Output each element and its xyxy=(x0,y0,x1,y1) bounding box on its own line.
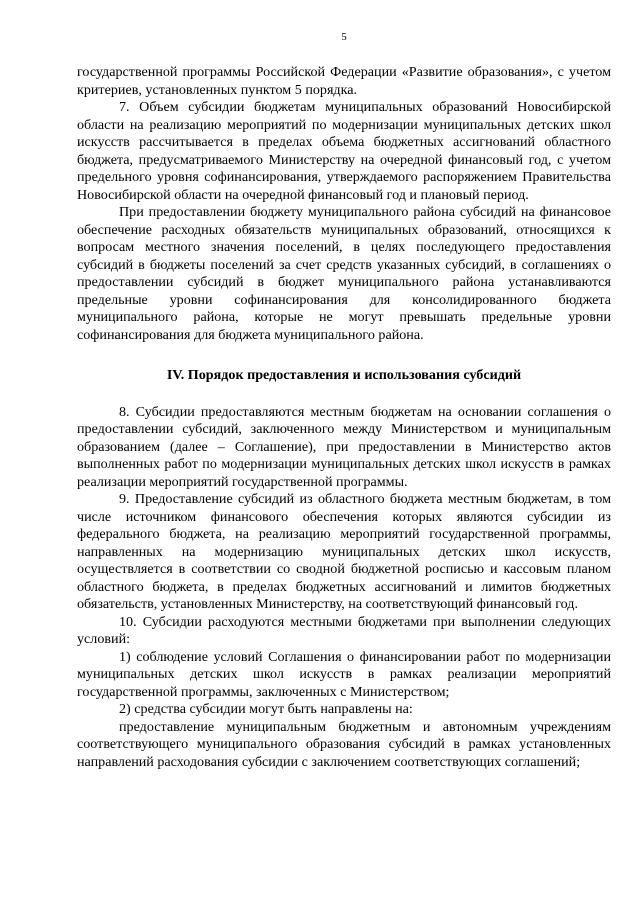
condition-2-funds-direction: 2) средства субсидии могут быть направлены на: xyxy=(119,701,413,717)
paragraph-8-agreement: 8. Субсидии предоставляются местным бюджетам на основании соглашения о предоставлении субсидий, заключенного между Министерством и муниципальным образованием (далее – Соглашение), при предоставлении в Министерство актов выполненных работ по модернизации муниципальных детских школ искусств в рамках реализации мероприятий государственной программы. xyxy=(77,403,611,490)
paragraph-continuation: государственной программы Российской Федерации «Развитие образования», с учетом критериев, установленных пунктом 5 порядка. xyxy=(77,64,611,98)
funds-direction-item: предоставление муниципальным бюджетным и автономным учреждениям соответствующего муниципального образования субсидий в рамках установленных направлений расходования субсидии с заключением соответствующих соглашений; xyxy=(77,718,611,770)
paragraph-9-provision: 9. Предоставление субсидий из областного бюджета местным бюджетам, в том числе источником финансового обеспечения которых являются субсидии из федерального бюджета, на реализацию мероприятий государственной программы, направленных на модернизацию муниципальных детских школ искусств, осуществляется в соответствии со сводной бюджетной росписью и кассовым планом областного бюджета, в пределах бюджетных ассигнований и лимитов бюджетных обязательств, установленных Министерству, на соответствующий финансовый год. xyxy=(77,491,611,612)
paragraph-10-conditions: 10. Субсидии расходуются местными бюджетами при выполнении следующих условий: xyxy=(77,613,611,647)
page-number: 5 xyxy=(341,31,347,43)
paragraph-7-subsidy-volume: 7. Объем субсидии бюджетам муниципальных образований Новосибирской области на реализацию мероприятий по модернизации муниципальных детских школ искусств рассчитывается в пределах объема бюджетных ассигнований областного бюджета, предусматриваемого Министерству на очередной финансовый год, с учетом предельного уровня софинансирования, утверждаемого распоряжением Правительства Новосибирской области на очередной финансовый год и плановый период. xyxy=(77,99,611,203)
condition-1-agreement-compliance: 1) соблюдение условий Соглашения о финансировании работ по модернизации муниципальных детских школ искусств в рамках реализации мероприятий государственной программы, заключенных с Министерством; xyxy=(77,648,611,700)
section-heading: IV. Порядок предоставления и использования субсидий xyxy=(166,367,522,383)
paragraph-district-cofinancing: При предоставлении бюджету муниципального района субсидий на финансовое обеспечение расходных обязательств муниципальных образований, относящихся к вопросам местного значения поселений, в целях последующего предоставления субсидий в бюджеты поселений за счет средств указанных субсидий, в соглашениях о предоставлении субсидий в бюджет муниципального района устанавливаются предельные уровни софинансирования для консолидированного бюджета муниципального района, которые не могут превышать предельные уровни софинансирования для бюджета муниципального района. xyxy=(77,204,611,343)
